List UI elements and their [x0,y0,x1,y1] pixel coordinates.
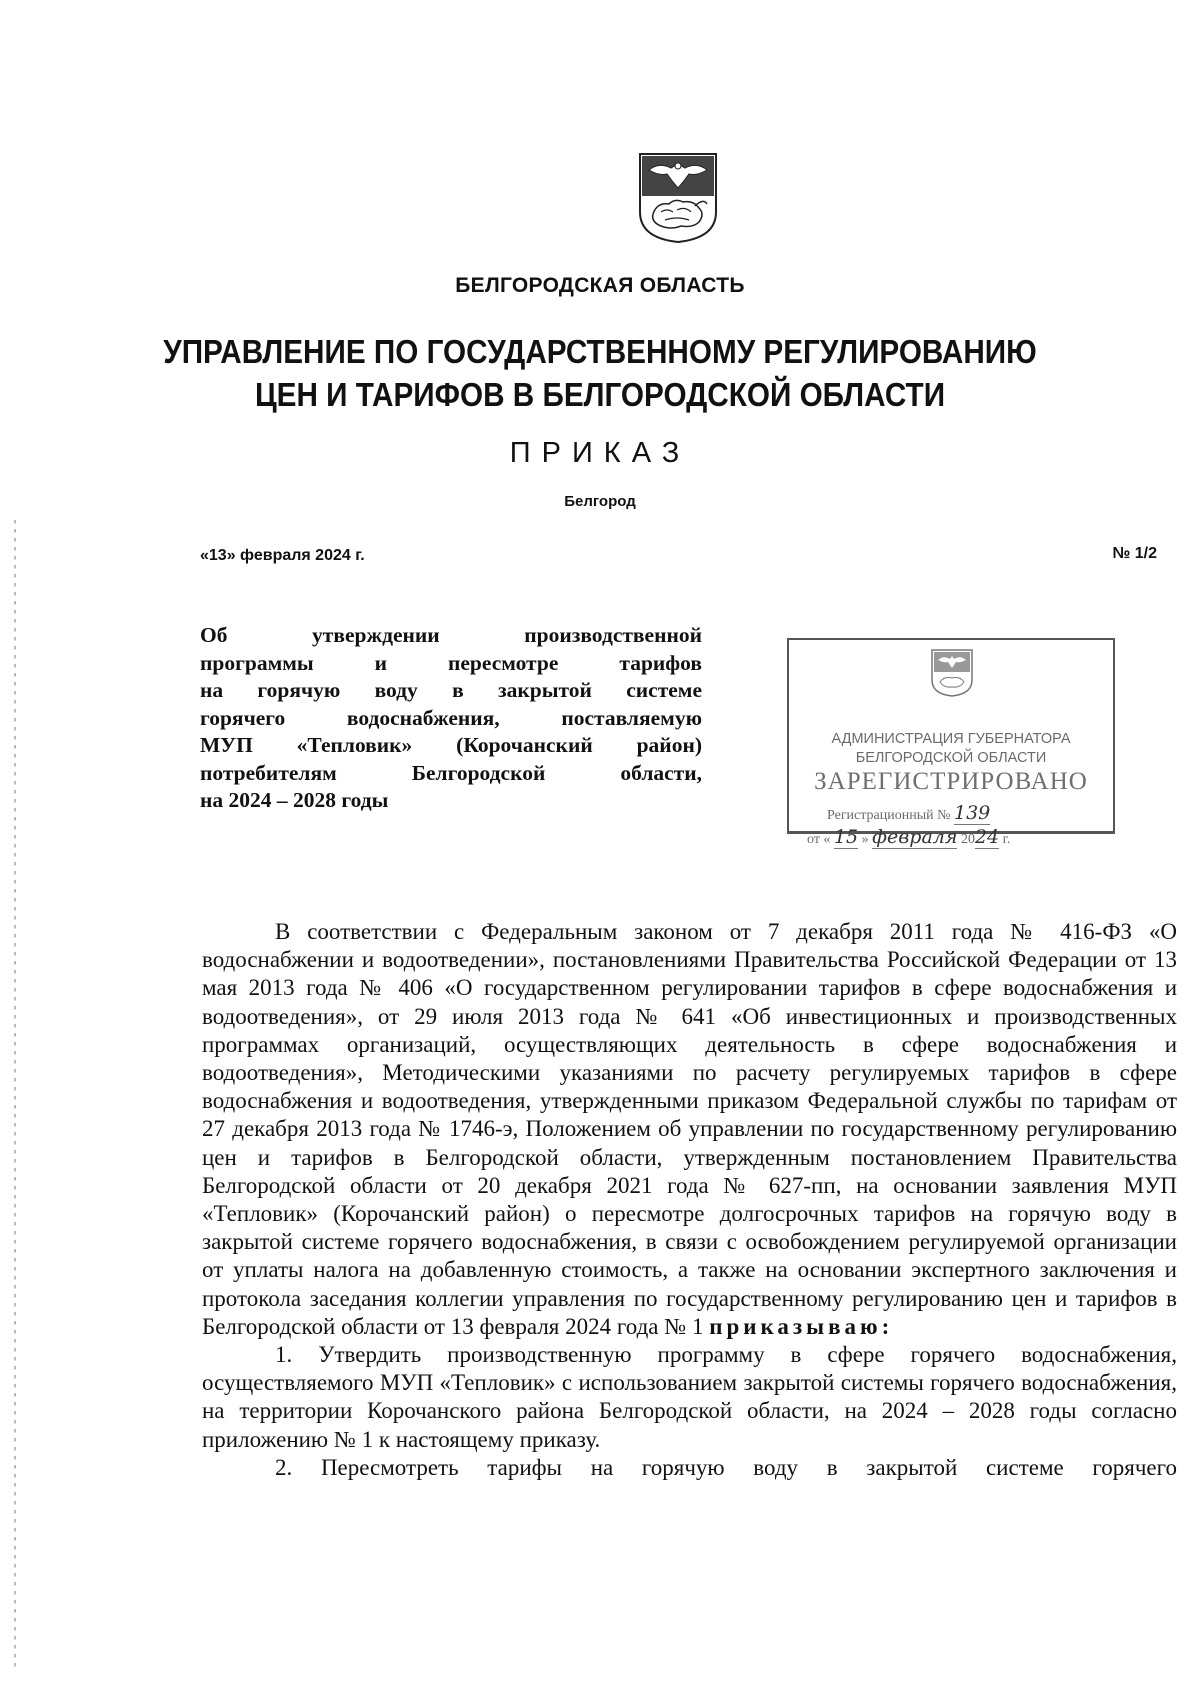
subject-line: Об утверждении производственной [200,623,702,647]
subject-line: МУП «Тепловик» (Корочанский район) [200,733,702,757]
agency-title-line1: УПРАВЛЕНИЕ ПО ГОСУДАРСТВЕННОМУ РЕГУЛИРОВАНИЮ [163,333,1037,370]
registration-stamp [787,638,1115,848]
stamp-registered: ЗАРЕГИСТРИРОВАНО [814,768,1088,795]
stamp-date-day: 15 [833,826,859,848]
order-body [202,918,1177,1482]
clause-2: 2. Пересмотреть тарифы на горячую воду в закрытой системе горячего [275,1454,1177,1480]
agency-title [60,330,1140,416]
order-keyword: приказываю: [709,1313,894,1339]
agency-title-line2: ЦЕН И ТАРИФОВ В БЕЛГОРОДСКОЙ ОБЛАСТИ [254,376,946,413]
stamp-admin-text [789,730,1113,768]
subject-line: на 2024 – 2028 годы [200,788,389,812]
stamp-reg-number: 139 [954,802,991,824]
document-type: ПРИКАЗ [509,437,691,469]
stamp-admin-line1: АДМИНИСТРАЦИЯ ГУБЕРНАТОРА [831,731,1071,747]
preamble-text: В соответствии с Федеральным законом от 7 декабря 2011 года № 416-ФЗ «О водоснабжении и водоотведении», постановлениями Правительства Российской Федерации от 13 мая 2013 года № 406 «О государственном регулировании тарифов в сфере водоснабжения и водоотведения», от 29 июля 2013 года № 641 «Об инвестиционных и производственных программах организаций, осуществляющих деятельность в сфере водоснабжения и водоотведения», Методическими указаниями по расчету регулируемых тарифов в сфере водоснабжения и водоотведения, утвержденными приказом Федеральной службы по тарифам от 27 декабря 2013 года № 1746-э, Положением об управлении по государственному регулированию цен и тарифов в Белгородской области, утвержденным постановлением Правительства Белгородской области от 20 декабря 2021 года № 627-пп, на основании заявления МУП «Тепловик» (Корочанский район) о пересмотре долгосрочных тарифов на горячую воду в закрытой системе горячего водоснабжения, в связи с освобождением регулируемой организации от уплаты налога на добавленную стоимость, а также на основании экспертного заключения и протокола заседания коллегии управления по государственному регулированию цен и тарифов в Белгородской области от 13 февраля 2024 года № 1 [202,919,1177,1339]
belgorod-coat-of-arms-icon [637,152,719,244]
stamp-date-month: февраля [872,826,958,848]
stamp-date-row [807,826,1010,848]
stamp-coat-of-arms-icon [930,648,974,698]
stamp-reg-number-row [827,802,990,824]
order-number: № 1/2 [1112,545,1157,562]
subject-line: на горячую воду в закрытой системе [200,678,702,702]
stamp-date-year-prefix: 20 [960,832,975,847]
stamp-admin-line2: БЕЛГОРОДСКОЙ ОБЛАСТИ [855,750,1047,766]
order-subject [200,622,702,815]
stamp-date-prefix: от « [807,832,831,847]
stamp-date-mid: » [861,832,869,847]
city: Белгород [564,493,636,510]
stamp-date-year: 24 [974,826,1000,848]
stamp-reg-label: Регистрационный № [827,808,951,823]
order-date: «13» февраля 2024 г. [200,547,365,564]
region-heading: БЕЛГОРОДСКАЯ ОБЛАСТЬ [455,274,745,297]
subject-line: программы и пересмотре тарифов [200,650,702,675]
stamp-date-suffix: г. [1002,832,1011,847]
clause-1: 1. Утвердить производственную программу в сфере горячего водоснабжения, осуществляемого МУП «Тепловик» с использованием закрытой системы горячего водоснабжения, на территории Корочанского района Белгородской области, на 2024 – 2028 годы согласно приложению № 1 к настоящему приказу. [202,1342,1177,1452]
preamble-paragraph [202,918,1177,1341]
scan-edge-marks [14,520,16,1670]
subject-line: потребителям Белгородской области, [200,760,702,785]
subject-line: горячего водоснабжения, поставляемую [200,705,702,730]
